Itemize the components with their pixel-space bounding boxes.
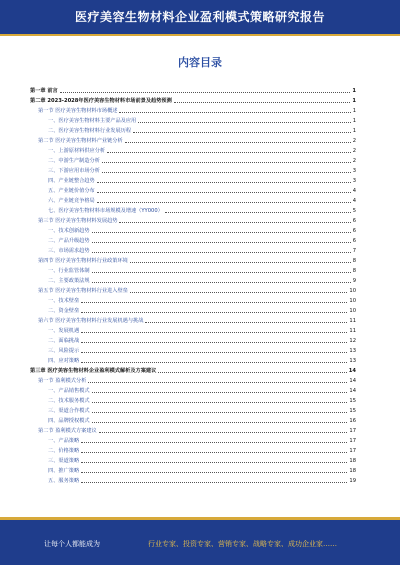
toc-entry-text: 二、资金壁垒 — [48, 308, 80, 314]
toc-entry-text: 第三章 医疗美容生物材料企业盈利模式解析及方案建议 — [30, 368, 157, 374]
toc-entry[interactable] — [30, 234, 356, 244]
toc-entry[interactable] — [30, 424, 356, 434]
toc-entry-text: 二、产品升级趋势 — [48, 238, 90, 244]
toc-entry[interactable] — [30, 284, 356, 294]
toc-page-number: 16 — [349, 418, 356, 424]
toc-entry-text: 四、应对策略 — [48, 358, 80, 364]
toc-page-number: 3 — [352, 168, 356, 174]
toc-entry[interactable] — [30, 154, 356, 164]
toc-page-number: 8 — [352, 268, 356, 274]
toc-leader-dots — [130, 262, 351, 263]
report-title: 医疗美容生物材料企业盈利模式策略研究报告 — [74, 10, 325, 24]
toc-leader-dots — [81, 342, 347, 343]
toc-entry[interactable] — [30, 334, 356, 344]
toc-leader-dots — [119, 112, 350, 113]
toc-entry-text: 第二章 2023-2028年医疗美容生物材料市场前景及趋势预测 — [30, 98, 172, 104]
toc-entry[interactable] — [30, 304, 356, 314]
toc-entry[interactable] — [30, 404, 356, 414]
toc-leader-dots — [92, 232, 351, 233]
toc-page-number: 15 — [349, 398, 356, 404]
toc-entry[interactable] — [30, 164, 356, 174]
toc-leader-dots — [92, 242, 351, 243]
toc-leader-dots — [81, 482, 347, 483]
toc-entry-text: 第二节 盈利模式方案建议 — [38, 428, 97, 434]
toc-page-number: 5 — [352, 208, 356, 214]
toc-entry-text: 第六节 医疗美容生物材料行业发展机遇与挑战 — [38, 318, 144, 324]
toc-page-number: 6 — [352, 218, 356, 224]
toc-page-number: 2 — [352, 148, 356, 154]
toc-page-number: 12 — [349, 338, 356, 344]
toc-page-number: 9 — [352, 278, 356, 284]
toc-page-number: 11 — [349, 328, 356, 334]
toc-page-number: 2 — [352, 158, 356, 164]
toc-entry-text: 三、渠道策略 — [48, 458, 80, 464]
toc-entry-text: 五、产业链价值分布 — [48, 188, 95, 194]
toc-entry[interactable] — [30, 204, 356, 214]
toc-entry[interactable] — [30, 344, 356, 354]
toc-entry[interactable] — [30, 474, 356, 484]
toc-entry[interactable] — [30, 104, 356, 114]
toc-entry[interactable] — [30, 374, 356, 384]
toc-entry-text: 二、医疗美容生物材料行业发展历程 — [48, 128, 132, 134]
toc-entry-text: 三、市场需求趋势 — [48, 248, 90, 254]
toc-leader-dots — [102, 172, 351, 173]
toc-entry-text: 三、风险提示 — [48, 348, 80, 354]
toc-entry[interactable] — [30, 414, 356, 424]
toc-entry[interactable] — [30, 324, 356, 334]
toc-entry[interactable] — [30, 254, 356, 264]
toc-leader-dots — [81, 352, 347, 353]
toc-entry[interactable] — [30, 364, 356, 374]
toc-entry[interactable] — [30, 454, 356, 464]
toc-entry[interactable] — [30, 294, 356, 304]
toc-entry-text: 一、医疗美容生物材料主要产品及应用 — [48, 118, 137, 124]
toc-page-number: 1 — [352, 128, 356, 134]
toc-page-number: 15 — [349, 408, 356, 414]
toc-page-number: 1 — [352, 108, 356, 114]
toc-entry[interactable] — [30, 194, 356, 204]
toc-leader-dots — [102, 162, 351, 163]
toc-entry-text: 二、主要政策法规 — [48, 278, 90, 284]
toc-leader-dots — [81, 462, 347, 463]
toc-entry[interactable] — [30, 394, 356, 404]
toc-leader-dots — [81, 332, 347, 333]
toc-entry[interactable] — [30, 384, 356, 394]
toc-entry-text: 一、产品策略 — [48, 438, 80, 444]
toc-entry-text: 一、技术壁垒 — [48, 298, 80, 304]
toc-entry-text: 一、行业监管体制 — [48, 268, 90, 274]
toc-leader-dots — [81, 312, 347, 313]
toc-entry-text: 第一节 盈利模式分析 — [38, 378, 87, 384]
toc-leader-dots — [97, 182, 351, 183]
toc-page-number: 4 — [352, 198, 356, 204]
toc-entry[interactable] — [30, 244, 356, 254]
toc-entry-text: 二、价格策略 — [48, 448, 80, 454]
toc-entry[interactable] — [30, 184, 356, 194]
toc-page-number: 6 — [352, 238, 356, 244]
toc-entry-text: 一、产品销售模式 — [48, 388, 90, 394]
toc-page-number: 14 — [349, 378, 356, 384]
toc-leader-dots — [92, 422, 348, 423]
toc-page-number: 3 — [352, 178, 356, 184]
toc-page-number: 19 — [349, 478, 356, 484]
toc-page-number: 17 — [349, 438, 356, 444]
toc-leader-dots — [88, 382, 347, 383]
toc-entry-text: 第一节 医疗美容生物材料市场概述 — [38, 108, 118, 114]
toc-entry-text: 二、技术服务模式 — [48, 398, 90, 404]
toc-page-number: 10 — [349, 298, 356, 304]
toc-entry[interactable] — [30, 464, 356, 474]
toc-leader-dots — [133, 132, 351, 133]
toc-entry-text: 六、产业链竞争格局 — [48, 198, 95, 204]
toc-leader-dots — [165, 212, 351, 213]
toc-leader-dots — [81, 472, 347, 473]
toc-page-number: 18 — [349, 458, 356, 464]
toc-entry[interactable] — [30, 434, 356, 444]
toc-entry-text: 第五节 医疗美容生物材料行业进入壁垒 — [38, 288, 128, 294]
toc-page-number: 17 — [349, 448, 356, 454]
toc-page-number: 1 — [352, 98, 356, 104]
toc-leader-dots — [138, 122, 350, 123]
toc-leader-dots — [92, 252, 351, 253]
toc-entry[interactable] — [30, 124, 356, 134]
toc-page-number: 7 — [352, 248, 356, 254]
toc-entry[interactable] — [30, 94, 356, 104]
toc-page-number: 11 — [349, 318, 356, 324]
toc-page-number: 10 — [349, 288, 356, 294]
toc-entry-text: 四、产业链整合趋势 — [48, 178, 95, 184]
toc-page-number: 18 — [349, 468, 356, 474]
toc-page-number: 14 — [349, 388, 356, 394]
toc-entry-text: 二、面临挑战 — [48, 338, 80, 344]
toc-page-number: 13 — [349, 358, 356, 364]
toc-leader-dots — [81, 362, 347, 363]
toc-page-number: 14 — [348, 368, 356, 374]
toc-leader-dots — [92, 282, 351, 283]
toc-page-number: 17 — [349, 428, 356, 434]
toc-page-number: 4 — [352, 188, 356, 194]
toc-entry-text: 五、服务策略 — [48, 478, 80, 484]
toc-entry[interactable] — [30, 114, 356, 124]
toc-leader-dots — [81, 452, 347, 453]
toc-leader-dots — [60, 92, 351, 93]
toc-entry-text: 第一章 前言 — [30, 88, 58, 94]
toc-leader-dots — [92, 392, 348, 393]
toc-leader-dots — [158, 372, 346, 373]
toc-entry-text: 三、下游应用市场分析 — [48, 168, 100, 174]
toc-leader-dots — [145, 322, 347, 323]
toc-entry[interactable] — [30, 314, 356, 324]
toc-entry[interactable] — [30, 144, 356, 154]
toc-leader-dots — [92, 272, 351, 273]
toc-entry-text: 四、推广策略 — [48, 468, 80, 474]
table-of-contents — [30, 84, 356, 484]
toc-page-number: 10 — [349, 308, 356, 314]
toc-leader-dots — [81, 302, 347, 303]
toc-entry-text: 一、发展机遇 — [48, 328, 80, 334]
toc-leader-dots — [125, 142, 351, 143]
footer-divider — [0, 517, 400, 520]
toc-leader-dots — [99, 432, 348, 433]
footer — [0, 517, 400, 565]
toc-entry-text: 第四节 医疗美容生物材料行业政策环境 — [38, 258, 128, 264]
toc-entry[interactable] — [30, 224, 356, 234]
toc-leader-dots — [97, 192, 351, 193]
toc-leader-dots — [130, 292, 348, 293]
toc-entry-text: 四、品牌授权模式 — [48, 418, 90, 424]
toc-leader-dots — [92, 412, 348, 413]
toc-page-number: 1 — [352, 88, 356, 94]
toc-entry-text: 二、中游生产制造分析 — [48, 158, 100, 164]
toc-page-number: 8 — [352, 258, 356, 264]
toc-leader-dots — [107, 152, 351, 153]
footer-slogan-right: 行业专家、投资专家、营销专家、战略专家、成功企业家…… — [148, 540, 337, 548]
toc-entry[interactable] — [30, 444, 356, 454]
toc-leader-dots — [81, 442, 347, 443]
toc-page-number: 13 — [349, 348, 356, 354]
toc-entry-text: 第三节 医疗美容生物材料发展趋势 — [38, 218, 118, 224]
toc-entry[interactable] — [30, 354, 356, 364]
toc-leader-dots — [174, 102, 351, 103]
toc-title: 内容目录 — [178, 56, 222, 69]
toc-entry-text: 一、上游原材料供应分析 — [48, 148, 106, 154]
toc-entry[interactable] — [30, 274, 356, 284]
toc-entry-text: 三、渠道合作模式 — [48, 408, 90, 414]
toc-entry[interactable] — [30, 214, 356, 224]
toc-entry[interactable] — [30, 84, 356, 94]
toc-entry[interactable] — [30, 134, 356, 144]
toc-leader-dots — [119, 222, 350, 223]
footer-slogan-left: 让每个人都能成为 — [44, 540, 100, 548]
toc-page-number: 1 — [352, 118, 356, 124]
toc-leader-dots — [92, 402, 348, 403]
toc-page-number: 2 — [352, 138, 356, 144]
toc-entry-text: 一、技术创新趋势 — [48, 228, 90, 234]
toc-page-number: 6 — [352, 228, 356, 234]
toc-entry-text: 七、医疗美容生物材料市场规模及增速（YY000） — [48, 208, 163, 214]
toc-leader-dots — [97, 202, 351, 203]
report-header — [0, 0, 400, 36]
toc-entry[interactable] — [30, 264, 356, 274]
toc-entry[interactable] — [30, 174, 356, 184]
toc-entry-text: 第二节 医疗美容生物材料产业链分析 — [38, 138, 123, 144]
